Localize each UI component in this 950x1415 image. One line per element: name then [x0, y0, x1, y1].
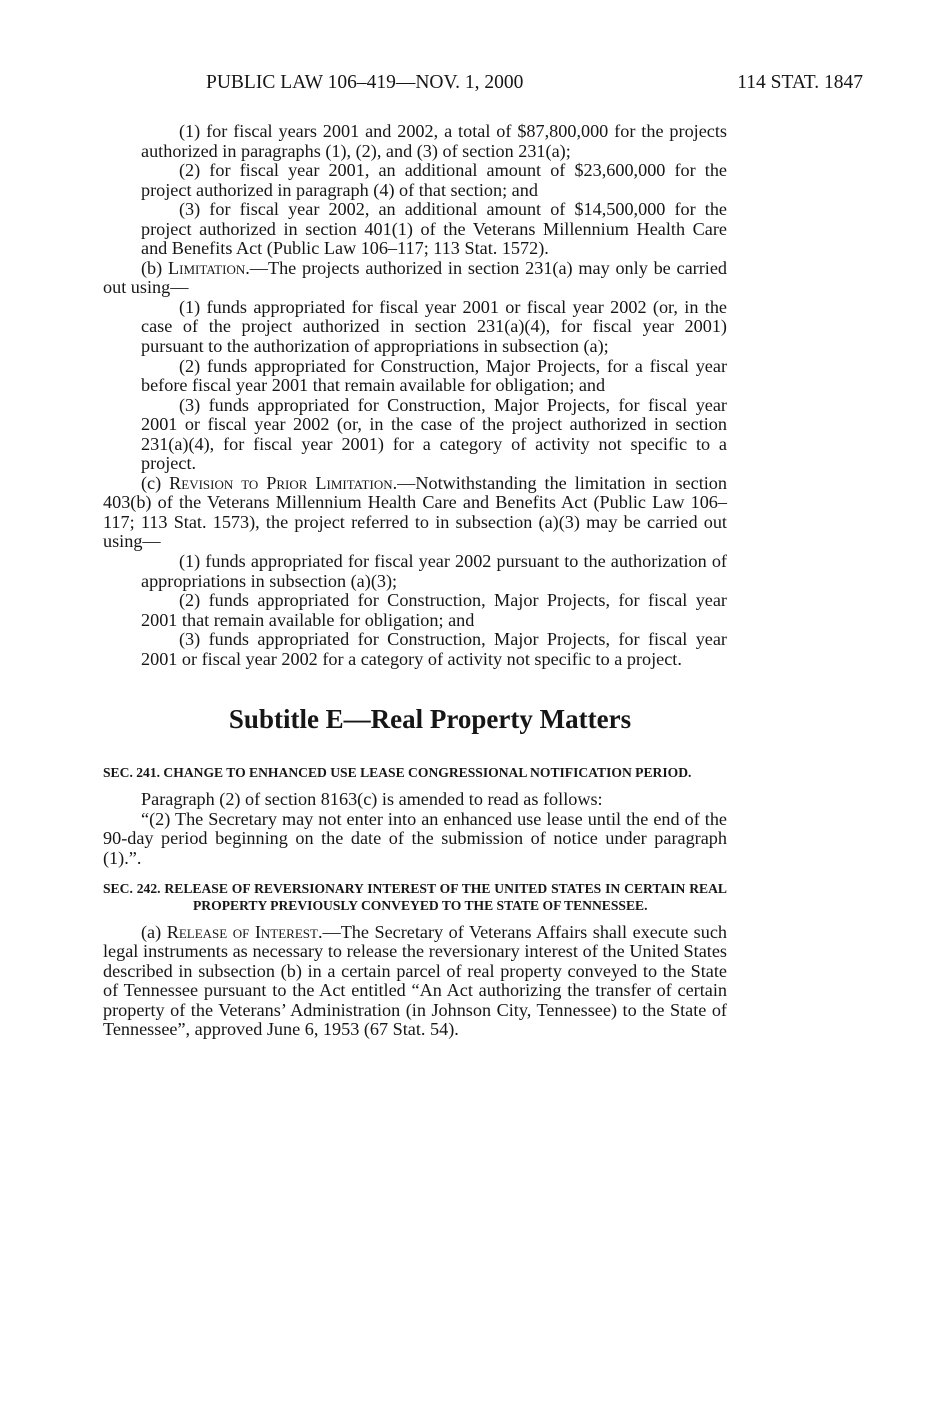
subsection-revision	[103, 474, 727, 552]
section-242-heading: SEC. 242. RELEASE OF REVERSIONARY INTEREST OF THE UNITED STATES IN CERTAIN REAL PROPERTY PREVIOUSLY CONVEYED TO THE STATE OF TENNESSEE.	[103, 880, 727, 913]
subsection-text: .—Notwithstanding the limitation in section 403(b) of the Veterans Millennium Health Care and Benefits Act (Public Law 106–117; 113 Stat. 1573), the project referred to in subsection (a)(3) may be carried out using—	[103, 472, 727, 552]
header-public-law: PUBLIC LAW 106–419—NOV. 1, 2000	[206, 72, 524, 93]
subsection-lead: (b)	[141, 257, 168, 278]
subsection-text: .—The projects authorized in section 231(a) may only be carried out using—	[103, 257, 727, 298]
subsection-limitation	[103, 259, 727, 298]
spacer	[103, 869, 727, 880]
document-body	[103, 122, 727, 1040]
paragraph: “(2) The Secretary may not enter into an enhanced use lease until the end of the 90-day period beginning on the date of the submission of notice under paragraph (1).”.	[103, 808, 727, 868]
list-item: (1) funds appropriated for fiscal year 2002 pursuant to the authorization of appropriations in subsection (a)(3);	[141, 551, 727, 591]
list-item: (3) funds appropriated for Construction, Major Projects, for fiscal year 2001 or fiscal year 2002 (or, in the case of the project authorized in section 231(a)(4), for fiscal year 2001) for a category of activity not specific to a project.	[141, 394, 727, 474]
subsection-lead: (a)	[141, 921, 167, 942]
list-item: (3) funds appropriated for Construction, Major Projects, for fiscal year 2001 or fiscal year 2002 for a category of activity not specific to a project.	[141, 629, 727, 669]
paragraph: (1) for fiscal years 2001 and 2002, a total of $87,800,000 for the projects authorized in paragraphs (1), (2), and (3) of section 231(a);	[141, 121, 727, 161]
section-241-heading: SEC. 241. CHANGE TO ENHANCED USE LEASE CONGRESSIONAL NOTIFICATION PERIOD.	[103, 765, 692, 781]
subsection-lead: (c)	[141, 472, 170, 493]
list-item: (2) funds appropriated for Construction, Major Projects, for a fiscal year before fiscal year 2001 that remain available for obligation; and	[141, 355, 727, 396]
paragraph: (2) for fiscal year 2001, an additional amount of $23,600,000 for the project authorized in paragraph (4) of that section; and	[141, 160, 727, 200]
subsection-heading: Release of Interest	[166, 921, 318, 942]
paragraph: (3) for fiscal year 2002, an additional amount of $14,500,000 for the project authorized in section 401(1) of the Veterans Millennium Health Care and Benefits Act (Public Law 106–117; 113 Stat. 1572).	[141, 199, 727, 259]
subsection-text: .—The Secretary of Veterans Affairs shall execute such legal instruments as necessary to release the reversionary interest of the United States described in subsection (b) in a certain parcel of real property conveyed to the State of Tennessee pursuant to the Act entitled “An Act authorizing the transfer of certain property of the Veterans’ Administration (in Johnson City, Tennessee) to the State of Tennessee”, approved June 6, 1953 (67 Stat. 54).	[103, 921, 727, 1040]
header-stat-page: 114 STAT. 1847	[737, 72, 863, 93]
list-item: (1) funds appropriated for fiscal year 2001 or fiscal year 2002 (or, in the case of the project authorized in section 231(a)(4), for fiscal year 2001) pursuant to the authorization of appropriations in subsection (a);	[141, 296, 727, 357]
paragraph: Paragraph (2) of section 8163(c) is amended to read as follows:	[141, 789, 603, 810]
subsection-release-of-interest	[103, 923, 727, 1040]
list-item: (2) funds appropriated for Construction, Major Projects, for fiscal year 2001 that remain available for obligation; and	[141, 590, 727, 630]
subsection-heading: Revision to Prior Limitation	[169, 472, 393, 493]
subtitle-heading: Subtitle E—Real Property Matters	[228, 704, 632, 735]
subsection-heading: Limitation	[168, 257, 246, 278]
